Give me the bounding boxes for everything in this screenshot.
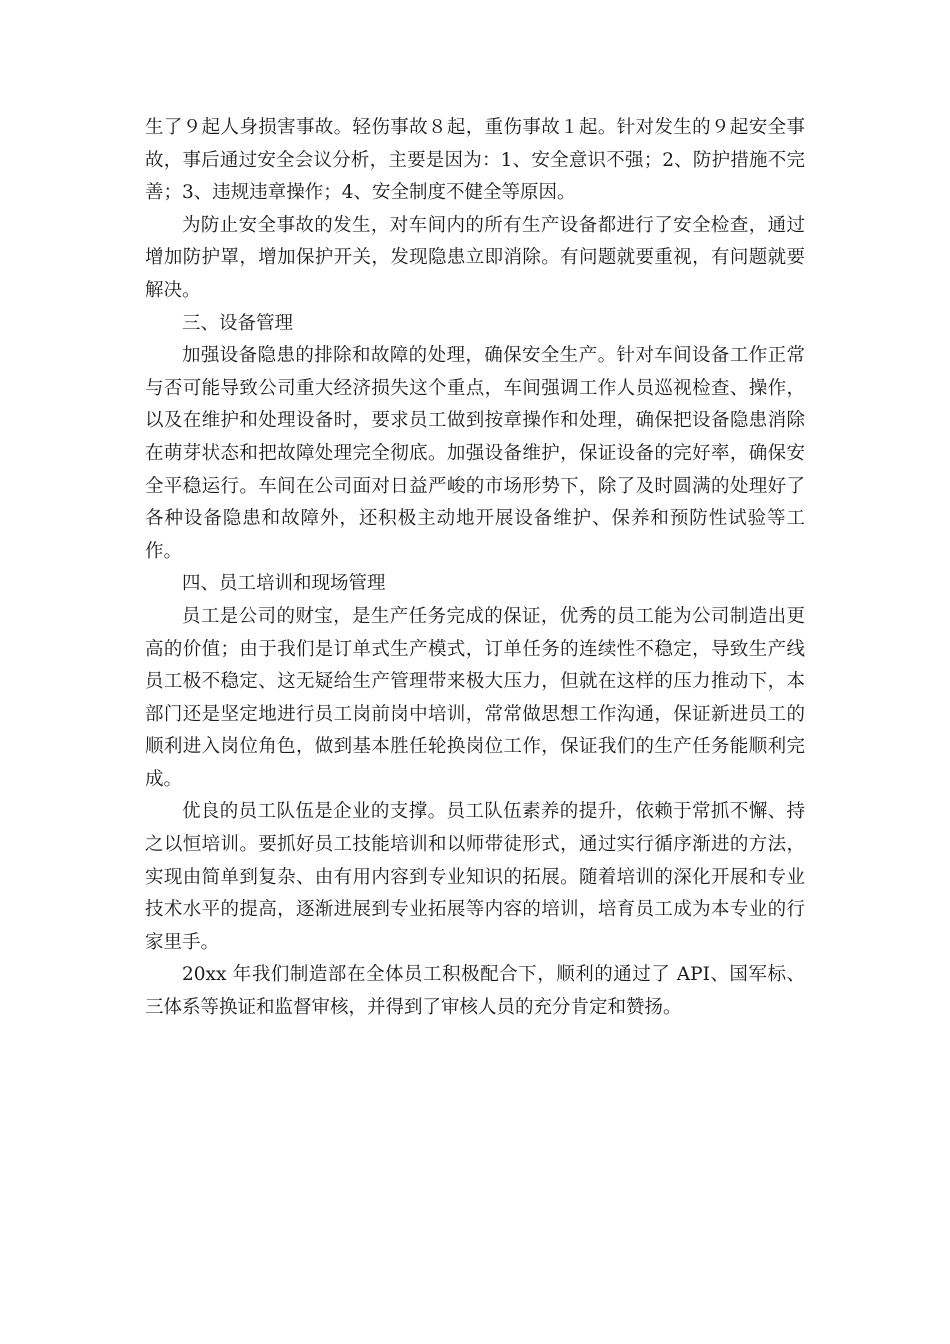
paragraph-equipment-management: 加强设备隐患的排除和故障的处理，确保安全生产。针对车间设备工作正常与否可能导致公司重大经济损失这个重点，车间强调工作人员巡视检查、操作，以及在维护和处理设备时，要求员工做到按章操作和处理，确保把设备隐患消除在萌芽状态和把故障处理完全彻底。加强设备维护，保证设备的完好率，确保安全平稳运行。车间在公司面对日益严峻的市场形势下，除了及时圆满的处理好了各种设备隐患和故障外，还积极主动地开展设备维护、保养和预防性试验等工作。 <box>145 345 805 562</box>
document-body <box>145 112 805 1025</box>
paragraph-audit-result: 20xx 年我们制造部在全体员工积极配合下，顺利的通过了 API、国军标、三体系等换证和监督审核，并得到了审核人员的充分肯定和赞扬。 <box>145 964 805 1019</box>
paragraph-accident-summary: 生了９起人身损害事故。轻伤事故８起，重伤事故１起。针对发生的９起安全事故，事后通过安全会议分析，主要是因为：1、安全意识不强；2、防护措施不完善；3、违规违章操作；4、安全制度不健全等原因。 <box>145 117 805 204</box>
section-heading-training: 四、员工培训和现场管理 <box>182 573 386 595</box>
paragraph-safety-check: 为防止安全事故的发生，对车间内的所有生产设备都进行了安全检查，通过增加防护罩，增加保护开关，发现隐患立即消除。有问题就要重视，有问题就要解决。 <box>145 214 805 301</box>
paragraph-employee-training: 优良的员工队伍是企业的支撑。员工队伍素养的提升，依赖于常抓不懈、持之以恒培训。要抓好员工技能培训和以师带徒形式，通过实行循序渐进的方法，实现由简单到复杂、由有用内容到专业知识的拓展。随着培训的深化开展和专业技术水平的提高，逐渐进展到专业拓展等内容的培训，培育员工成为本专业的行家里手。 <box>145 801 805 953</box>
paragraph-employee-value: 员工是公司的财宝，是生产任务完成的保证，优秀的员工能为公司制造出更高的价值；由于我们是订单式生产模式，订单任务的连续性不稳定，导致生产线员工极不稳定、这无疑给生产管理带来极大压力，但就在这样的压力推动下，本部门还是坚定地进行员工岗前岗中培训，常常做思想工作沟通，保证新进员工的顺利进入岗位角色，做到基本胜任轮换岗位工作，保证我们的生产任务能顺利完成。 <box>145 605 805 790</box>
section-heading-equipment: 三、设备管理 <box>182 312 294 334</box>
